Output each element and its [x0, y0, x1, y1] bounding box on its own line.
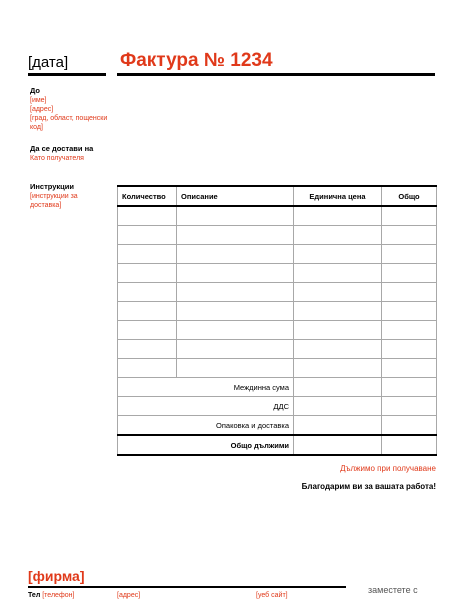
- cell-total[interactable]: [382, 226, 437, 245]
- cell-total[interactable]: [382, 245, 437, 264]
- shipping-label: Опаковка и доставка: [118, 416, 294, 436]
- phone-value[interactable]: [телефон]: [42, 592, 75, 599]
- cell-description[interactable]: [177, 245, 294, 264]
- table-row: [118, 206, 437, 226]
- cell-total[interactable]: [382, 264, 437, 283]
- cell-quantity[interactable]: [118, 245, 177, 264]
- cell-unit-price[interactable]: [294, 206, 382, 226]
- column-header-description: Описание: [177, 186, 294, 206]
- table-row: [118, 264, 437, 283]
- table-row: [118, 321, 437, 340]
- instructions-value[interactable]: [инструкции за доставка]: [30, 193, 78, 209]
- footer-phone[interactable]: [28, 592, 74, 599]
- cell-quantity[interactable]: [118, 340, 177, 359]
- cell-description[interactable]: [177, 340, 294, 359]
- table-header-row: [118, 186, 437, 206]
- bill-to-city[interactable]: [град, област, пощенски код]: [30, 115, 108, 131]
- total-due-cell-price: [294, 435, 382, 455]
- cell-unit-price[interactable]: [294, 283, 382, 302]
- shipping-cell-price: [294, 416, 382, 436]
- table-row: [118, 245, 437, 264]
- cell-unit-price[interactable]: [294, 264, 382, 283]
- vat-cell-price: [294, 397, 382, 416]
- cell-quantity[interactable]: [118, 283, 177, 302]
- subtotal-value[interactable]: [382, 378, 437, 397]
- cell-description[interactable]: [177, 264, 294, 283]
- thank-you-note[interactable]: Благодарим ви за вашата работа!: [301, 482, 436, 491]
- footer-address[interactable]: [адрес]: [117, 592, 141, 599]
- invoice-date[interactable]: [дата]: [28, 54, 69, 71]
- cell-unit-price[interactable]: [294, 359, 382, 378]
- invoice-title[interactable]: Фактура № 1234: [120, 50, 273, 71]
- cell-total[interactable]: [382, 359, 437, 378]
- footer-rule: [28, 586, 346, 588]
- table-row: [118, 302, 437, 321]
- cell-description[interactable]: [177, 359, 294, 378]
- summary-row-shipping: [118, 416, 437, 436]
- ship-to-label: Да се достави на: [30, 144, 94, 153]
- cell-unit-price[interactable]: [294, 226, 382, 245]
- cell-description[interactable]: [177, 302, 294, 321]
- cell-description[interactable]: [177, 321, 294, 340]
- cell-total[interactable]: [382, 206, 437, 226]
- cell-unit-price[interactable]: [294, 302, 382, 321]
- cell-quantity[interactable]: [118, 206, 177, 226]
- cell-quantity[interactable]: [118, 264, 177, 283]
- cell-total[interactable]: [382, 321, 437, 340]
- table-row: [118, 226, 437, 245]
- bill-to-name[interactable]: [име]: [30, 97, 47, 104]
- cell-unit-price[interactable]: [294, 245, 382, 264]
- total-due-value[interactable]: [382, 435, 437, 455]
- subtotal-label: Междинна сума: [118, 378, 294, 397]
- vat-label: ДДС: [118, 397, 294, 416]
- date-underline: [28, 73, 106, 76]
- table-row: [118, 340, 437, 359]
- ship-to-value[interactable]: Като получателя: [30, 155, 84, 162]
- instructions-label: Инструкции: [30, 182, 75, 191]
- total-due-label: Общо дължими: [118, 435, 294, 455]
- column-header-quantity: Количество: [118, 186, 177, 206]
- summary-row-subtotal: [118, 378, 437, 397]
- shipping-value[interactable]: [382, 416, 437, 436]
- subtotal-cell-price: [294, 378, 382, 397]
- table-row: [118, 283, 437, 302]
- cell-description[interactable]: [177, 206, 294, 226]
- column-header-unit-price: Единична цена: [294, 186, 382, 206]
- column-header-total: Общо: [382, 186, 437, 206]
- cell-description[interactable]: [177, 226, 294, 245]
- cell-total[interactable]: [382, 283, 437, 302]
- cell-description[interactable]: [177, 283, 294, 302]
- logo-placeholder-text[interactable]: заместете с: [368, 585, 418, 595]
- bill-to-address[interactable]: [адрес]: [30, 106, 54, 113]
- summary-row-vat: [118, 397, 437, 416]
- line-items-table: [117, 185, 437, 456]
- table-row: [118, 359, 437, 378]
- cell-quantity[interactable]: [118, 302, 177, 321]
- summary-row-total-due: [118, 435, 437, 455]
- vat-value[interactable]: [382, 397, 437, 416]
- footer-website[interactable]: [уеб сайт]: [256, 592, 288, 599]
- cell-quantity[interactable]: [118, 321, 177, 340]
- cell-quantity[interactable]: [118, 359, 177, 378]
- bill-to-label: До: [30, 86, 41, 95]
- cell-total[interactable]: [382, 340, 437, 359]
- title-underline: [117, 73, 435, 76]
- payment-terms[interactable]: Дължимо при получаване: [340, 464, 436, 473]
- cell-unit-price[interactable]: [294, 321, 382, 340]
- company-name[interactable]: [фирма]: [28, 568, 85, 584]
- cell-total[interactable]: [382, 302, 437, 321]
- cell-quantity[interactable]: [118, 226, 177, 245]
- phone-label: Тел: [28, 592, 41, 599]
- bill-to-block[interactable]: [30, 96, 112, 132]
- cell-unit-price[interactable]: [294, 340, 382, 359]
